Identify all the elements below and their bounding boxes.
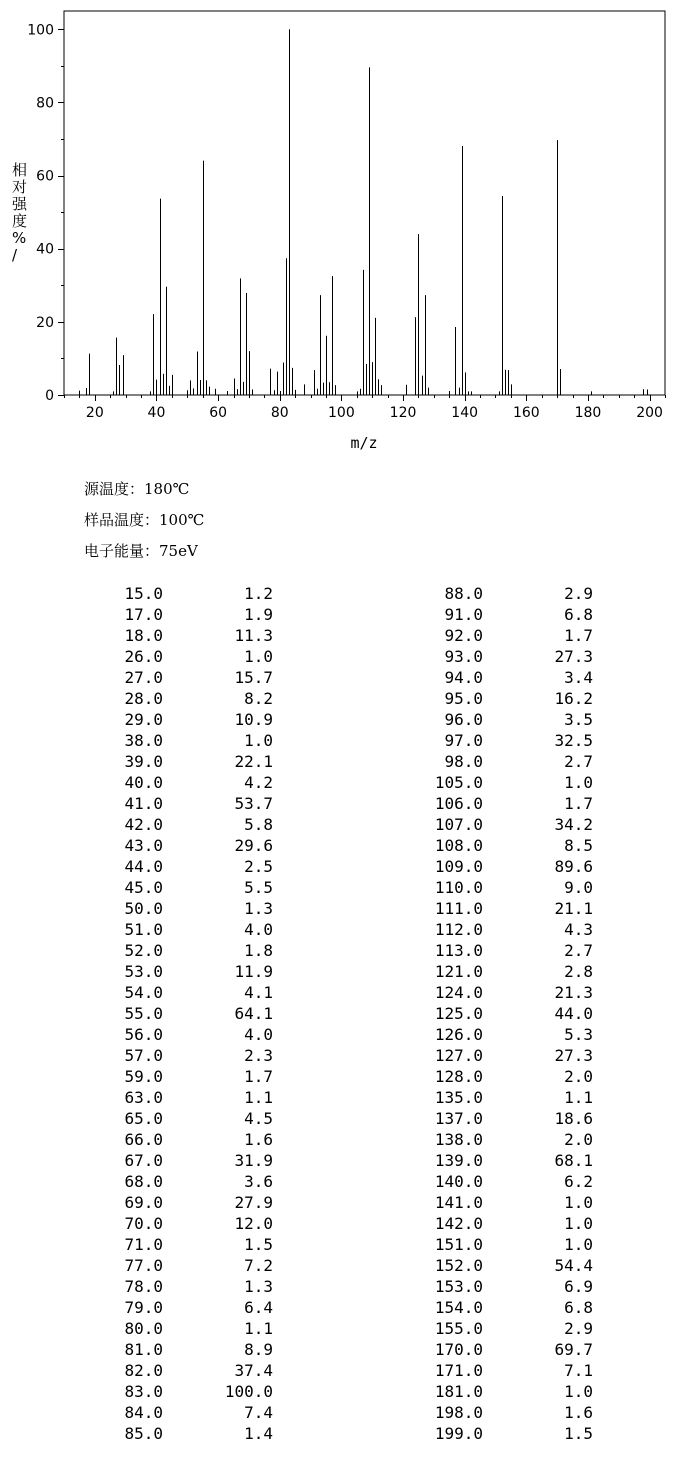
- table-row: [398, 814, 593, 835]
- mz-cell: 52.0: [124, 941, 163, 960]
- mz-cell: 39.0: [124, 752, 163, 771]
- mz-cell: 42.0: [124, 815, 163, 834]
- abundance-cell: 3.4: [564, 668, 593, 687]
- condition-value: 75eV: [159, 542, 198, 560]
- mz-cell: 93.0: [444, 647, 483, 666]
- y-tick-label: 20: [36, 314, 54, 331]
- abundance-cell: 2.9: [564, 584, 593, 603]
- mz-cell: 57.0: [124, 1046, 163, 1065]
- table-row: [78, 1129, 273, 1150]
- table-row: [78, 919, 273, 940]
- x-tick-label: 160: [512, 405, 540, 421]
- table-row: [78, 751, 273, 772]
- abundance-cell: 7.1: [564, 1361, 593, 1380]
- abundance-cell: 54.4: [554, 1256, 593, 1275]
- abundance-cell: 1.6: [244, 1130, 273, 1149]
- table-row: [78, 1360, 273, 1381]
- table-row: [398, 1150, 593, 1171]
- mz-cell: 141.0: [434, 1193, 483, 1212]
- table-row: [78, 1276, 273, 1297]
- abundance-cell: 4.0: [244, 920, 273, 939]
- table-row: [78, 625, 273, 646]
- mz-cell: 95.0: [444, 689, 483, 708]
- mz-cell: 142.0: [434, 1214, 483, 1233]
- abundance-cell: 2.5: [244, 857, 273, 876]
- abundance-cell: 16.2: [554, 689, 593, 708]
- y-tick-label: 0: [45, 388, 54, 404]
- table-row: [78, 1108, 273, 1129]
- abundance-cell: 1.0: [244, 647, 273, 666]
- abundance-cell: 27.3: [554, 1046, 593, 1065]
- mz-cell: 28.0: [124, 689, 163, 708]
- condition-value: 180℃: [144, 480, 190, 498]
- table-row: [398, 898, 593, 919]
- abundance-cell: 8.5: [564, 836, 593, 855]
- table-row: [78, 1087, 273, 1108]
- mz-cell: 137.0: [434, 1109, 483, 1128]
- abundance-cell: 1.7: [564, 626, 593, 645]
- abundance-cell: 22.1: [234, 752, 273, 771]
- mz-cell: 77.0: [124, 1256, 163, 1275]
- abundance-cell: 6.8: [564, 605, 593, 624]
- abundance-cell: 2.8: [564, 962, 593, 981]
- abundance-cell: 15.7: [234, 668, 273, 687]
- mz-cell: 53.0: [124, 962, 163, 981]
- mz-cell: 97.0: [444, 731, 483, 750]
- table-row: [398, 877, 593, 898]
- abundance-cell: 27.9: [234, 1193, 273, 1212]
- y-axis-label: 相对强度% /: [12, 161, 28, 264]
- mz-cell: 85.0: [124, 1424, 163, 1443]
- mz-cell: 54.0: [124, 983, 163, 1002]
- abundance-cell: 1.6: [564, 1403, 593, 1422]
- y-axis-ticks: [27, 22, 64, 404]
- x-tick-label: 100: [328, 405, 355, 421]
- mz-cell: 198.0: [434, 1403, 483, 1422]
- mz-cell: 155.0: [434, 1319, 483, 1338]
- mz-cell: 65.0: [124, 1109, 163, 1128]
- mz-cell: 50.0: [124, 899, 163, 918]
- table-row: [398, 688, 593, 709]
- table-row: [398, 1066, 593, 1087]
- abundance-cell: 2.3: [244, 1046, 273, 1065]
- y-tick-label: 60: [36, 168, 54, 185]
- table-row: [78, 961, 273, 982]
- table-row: [78, 1234, 273, 1255]
- abundance-cell: 1.3: [244, 899, 273, 918]
- mz-cell: 44.0: [124, 857, 163, 876]
- table-row: [398, 604, 593, 625]
- table-row: [398, 1087, 593, 1108]
- mz-cell: 128.0: [434, 1067, 483, 1086]
- table-row: [398, 1192, 593, 1213]
- x-axis-label: m/z: [350, 434, 378, 452]
- mz-cell: 67.0: [124, 1151, 163, 1170]
- mz-cell: 15.0: [124, 584, 163, 603]
- abundance-cell: 6.4: [244, 1298, 273, 1317]
- abundance-cell: 11.9: [234, 962, 273, 981]
- table-row: [398, 1297, 593, 1318]
- abundance-cell: 34.2: [554, 815, 593, 834]
- table-row: [78, 1423, 273, 1444]
- x-tick-label: 20: [85, 405, 104, 421]
- table-row: [398, 1171, 593, 1192]
- mz-cell: 154.0: [434, 1298, 483, 1317]
- peak-table-left: [78, 583, 273, 1444]
- table-row: [78, 940, 273, 961]
- condition-label: 样品温度：: [84, 511, 160, 529]
- mz-cell: 70.0: [124, 1214, 163, 1233]
- table-row: [78, 982, 273, 1003]
- mz-cell: 69.0: [124, 1193, 163, 1212]
- table-row: [78, 772, 273, 793]
- x-tick-label: 60: [209, 405, 228, 421]
- abundance-cell: 1.0: [564, 773, 593, 792]
- mz-cell: 110.0: [434, 878, 483, 897]
- abundance-cell: 6.9: [564, 1277, 593, 1296]
- mz-cell: 88.0: [444, 584, 483, 603]
- abundance-cell: 4.3: [564, 920, 593, 939]
- abundance-cell: 68.1: [554, 1151, 593, 1170]
- table-row: [78, 814, 273, 835]
- mz-cell: 51.0: [124, 920, 163, 939]
- table-row: [398, 1045, 593, 1066]
- abundance-cell: 2.0: [564, 1067, 593, 1086]
- table-row: [78, 877, 273, 898]
- abundance-cell: 1.8: [244, 941, 273, 960]
- spectrum-bars: [80, 29, 648, 395]
- mz-cell: 59.0: [124, 1067, 163, 1086]
- mz-cell: 106.0: [434, 794, 483, 813]
- table-row: [398, 982, 593, 1003]
- mz-cell: 98.0: [444, 752, 483, 771]
- mz-cell: 81.0: [124, 1340, 163, 1359]
- abundance-cell: 1.0: [564, 1214, 593, 1233]
- mz-cell: 152.0: [434, 1256, 483, 1275]
- mz-cell: 40.0: [124, 773, 163, 792]
- abundance-cell: 37.4: [234, 1361, 273, 1380]
- mz-cell: 91.0: [444, 605, 483, 624]
- mz-cell: 80.0: [124, 1319, 163, 1338]
- table-row: [398, 667, 593, 688]
- x-axis-ticks: [65, 395, 666, 421]
- table-row: [398, 835, 593, 856]
- table-row: [78, 583, 273, 604]
- table-row: [78, 856, 273, 877]
- table-row: [78, 898, 273, 919]
- table-row: [78, 688, 273, 709]
- mz-cell: 63.0: [124, 1088, 163, 1107]
- abundance-cell: 4.1: [244, 983, 273, 1002]
- y-tick-label: 40: [36, 241, 54, 258]
- y-tick-label: 100: [27, 22, 54, 39]
- mz-cell: 125.0: [434, 1004, 483, 1023]
- table-row: [78, 1150, 273, 1171]
- abundance-cell: 2.7: [564, 941, 593, 960]
- condition-value: 100℃: [159, 511, 205, 529]
- mz-cell: 26.0: [124, 647, 163, 666]
- condition-label: 源温度：: [84, 480, 145, 498]
- abundance-cell: 1.1: [244, 1319, 273, 1338]
- abundance-cell: 2.0: [564, 1130, 593, 1149]
- table-row: [78, 1318, 273, 1339]
- table-row: [398, 940, 593, 961]
- table-row: [78, 835, 273, 856]
- abundance-cell: 100.0: [224, 1382, 273, 1401]
- mz-cell: 135.0: [434, 1088, 483, 1107]
- mz-cell: 94.0: [444, 668, 483, 687]
- abundance-cell: 1.0: [564, 1382, 593, 1401]
- table-row: [398, 1381, 593, 1402]
- table-row: [78, 604, 273, 625]
- table-row: [78, 1171, 273, 1192]
- abundance-cell: 53.7: [234, 794, 273, 813]
- condition-label: 电子能量：: [84, 542, 160, 560]
- abundance-cell: 21.1: [554, 899, 593, 918]
- table-row: [398, 751, 593, 772]
- mz-cell: 199.0: [434, 1424, 483, 1443]
- abundance-cell: 1.1: [244, 1088, 273, 1107]
- mz-cell: 92.0: [444, 626, 483, 645]
- abundance-cell: 2.7: [564, 752, 593, 771]
- abundance-cell: 3.5: [564, 710, 593, 729]
- mz-cell: 79.0: [124, 1298, 163, 1317]
- abundance-cell: 11.3: [234, 626, 273, 645]
- mz-cell: 109.0: [434, 857, 483, 876]
- mz-cell: 151.0: [434, 1235, 483, 1254]
- abundance-cell: 1.4: [244, 1424, 273, 1443]
- abundance-cell: 4.0: [244, 1025, 273, 1044]
- x-tick-label: 200: [636, 405, 663, 421]
- condition-electron-energy: [84, 540, 198, 561]
- table-row: [398, 1276, 593, 1297]
- x-tick-label: 120: [389, 405, 417, 421]
- abundance-cell: 7.2: [244, 1256, 273, 1275]
- abundance-cell: 8.9: [244, 1340, 273, 1359]
- x-tick-label: 140: [451, 405, 479, 421]
- abundance-cell: 3.6: [244, 1172, 273, 1191]
- table-row: [398, 1129, 593, 1150]
- mz-cell: 66.0: [124, 1130, 163, 1149]
- abundance-cell: 1.3: [244, 1277, 273, 1296]
- mz-cell: 108.0: [434, 836, 483, 855]
- mz-cell: 43.0: [124, 836, 163, 855]
- condition-source-temp: [84, 478, 189, 499]
- peak-table-right: [398, 583, 593, 1444]
- abundance-cell: 1.5: [244, 1235, 273, 1254]
- mz-cell: 38.0: [124, 731, 163, 750]
- mz-cell: 96.0: [444, 710, 483, 729]
- mz-cell: 140.0: [434, 1172, 483, 1191]
- mz-cell: 18.0: [124, 626, 163, 645]
- table-row: [398, 709, 593, 730]
- mz-cell: 126.0: [434, 1025, 483, 1044]
- abundance-cell: 1.0: [564, 1193, 593, 1212]
- plot-frame: [64, 11, 665, 395]
- table-row: [398, 1213, 593, 1234]
- mz-cell: 27.0: [124, 668, 163, 687]
- abundance-cell: 4.2: [244, 773, 273, 792]
- abundance-cell: 2.9: [564, 1319, 593, 1338]
- table-row: [78, 730, 273, 751]
- mz-cell: 171.0: [434, 1361, 483, 1380]
- mz-cell: 111.0: [434, 899, 483, 918]
- table-row: [78, 1381, 273, 1402]
- table-row: [78, 1003, 273, 1024]
- table-row: [398, 1024, 593, 1045]
- mz-cell: 78.0: [124, 1277, 163, 1296]
- abundance-cell: 5.3: [564, 1025, 593, 1044]
- abundance-cell: 6.2: [564, 1172, 593, 1191]
- mz-cell: 55.0: [124, 1004, 163, 1023]
- abundance-cell: 1.9: [244, 605, 273, 624]
- mz-cell: 121.0: [434, 962, 483, 981]
- table-row: [398, 856, 593, 877]
- abundance-cell: 8.2: [244, 689, 273, 708]
- abundance-cell: 32.5: [554, 731, 593, 750]
- mz-cell: 68.0: [124, 1172, 163, 1191]
- table-row: [398, 1234, 593, 1255]
- table-row: [398, 1339, 593, 1360]
- x-tick-label: 40: [147, 405, 166, 421]
- mz-cell: 112.0: [434, 920, 483, 939]
- table-row: [398, 583, 593, 604]
- mz-cell: 45.0: [124, 878, 163, 897]
- abundance-cell: 1.5: [564, 1424, 593, 1443]
- table-row: [78, 1339, 273, 1360]
- mz-cell: 139.0: [434, 1151, 483, 1170]
- table-row: [398, 919, 593, 940]
- mz-cell: 107.0: [434, 815, 483, 834]
- mz-cell: 138.0: [434, 1130, 483, 1149]
- abundance-cell: 64.1: [234, 1004, 273, 1023]
- table-row: [78, 1255, 273, 1276]
- abundance-cell: 5.5: [244, 878, 273, 897]
- abundance-cell: 1.0: [564, 1235, 593, 1254]
- abundance-cell: 5.8: [244, 815, 273, 834]
- table-row: [398, 961, 593, 982]
- x-tick-label: 80: [270, 405, 289, 421]
- mz-cell: 113.0: [434, 941, 483, 960]
- table-row: [78, 646, 273, 667]
- table-row: [398, 1108, 593, 1129]
- abundance-cell: 18.6: [554, 1109, 593, 1128]
- table-row: [398, 625, 593, 646]
- mz-cell: 153.0: [434, 1277, 483, 1296]
- mz-cell: 71.0: [124, 1235, 163, 1254]
- abundance-cell: 1.0: [244, 731, 273, 750]
- table-row: [398, 1318, 593, 1339]
- table-row: [78, 1192, 273, 1213]
- table-row: [78, 1045, 273, 1066]
- table-row: [78, 1213, 273, 1234]
- table-row: [398, 1255, 593, 1276]
- abundance-cell: 7.4: [244, 1403, 273, 1422]
- y-tick-label: 80: [36, 95, 54, 112]
- abundance-cell: 4.5: [244, 1109, 273, 1128]
- mz-cell: 84.0: [124, 1403, 163, 1422]
- table-row: [398, 646, 593, 667]
- mz-cell: 56.0: [124, 1025, 163, 1044]
- mz-cell: 82.0: [124, 1361, 163, 1380]
- abundance-cell: 6.8: [564, 1298, 593, 1317]
- abundance-cell: 9.0: [564, 878, 593, 897]
- abundance-cell: 1.2: [244, 584, 273, 603]
- table-row: [78, 709, 273, 730]
- table-row: [78, 793, 273, 814]
- abundance-cell: 1.7: [244, 1067, 273, 1086]
- abundance-cell: 69.7: [554, 1340, 593, 1359]
- mz-cell: 29.0: [124, 710, 163, 729]
- mz-cell: 124.0: [434, 983, 483, 1002]
- table-row: [78, 1066, 273, 1087]
- abundance-cell: 21.3: [554, 983, 593, 1002]
- table-row: [398, 793, 593, 814]
- table-row: [78, 667, 273, 688]
- mz-cell: 83.0: [124, 1382, 163, 1401]
- mass-spectrum-chart: [0, 0, 680, 460]
- mz-cell: 17.0: [124, 605, 163, 624]
- abundance-cell: 1.1: [564, 1088, 593, 1107]
- table-row: [78, 1402, 273, 1423]
- abundance-cell: 12.0: [234, 1214, 273, 1233]
- abundance-cell: 10.9: [234, 710, 273, 729]
- table-row: [398, 730, 593, 751]
- table-row: [398, 772, 593, 793]
- table-row: [398, 1402, 593, 1423]
- abundance-cell: 44.0: [554, 1004, 593, 1023]
- table-row: [398, 1423, 593, 1444]
- condition-sample-temp: [84, 509, 204, 530]
- table-row: [398, 1003, 593, 1024]
- abundance-cell: 31.9: [234, 1151, 273, 1170]
- mz-cell: 170.0: [434, 1340, 483, 1359]
- mz-cell: 105.0: [434, 773, 483, 792]
- mz-cell: 41.0: [124, 794, 163, 813]
- table-row: [78, 1297, 273, 1318]
- abundance-cell: 1.7: [564, 794, 593, 813]
- table-row: [398, 1360, 593, 1381]
- abundance-cell: 89.6: [554, 857, 593, 876]
- abundance-cell: 27.3: [554, 647, 593, 666]
- table-row: [78, 1024, 273, 1045]
- mz-cell: 127.0: [434, 1046, 483, 1065]
- mz-cell: 181.0: [434, 1382, 483, 1401]
- x-tick-label: 180: [574, 405, 602, 421]
- abundance-cell: 29.6: [234, 836, 273, 855]
